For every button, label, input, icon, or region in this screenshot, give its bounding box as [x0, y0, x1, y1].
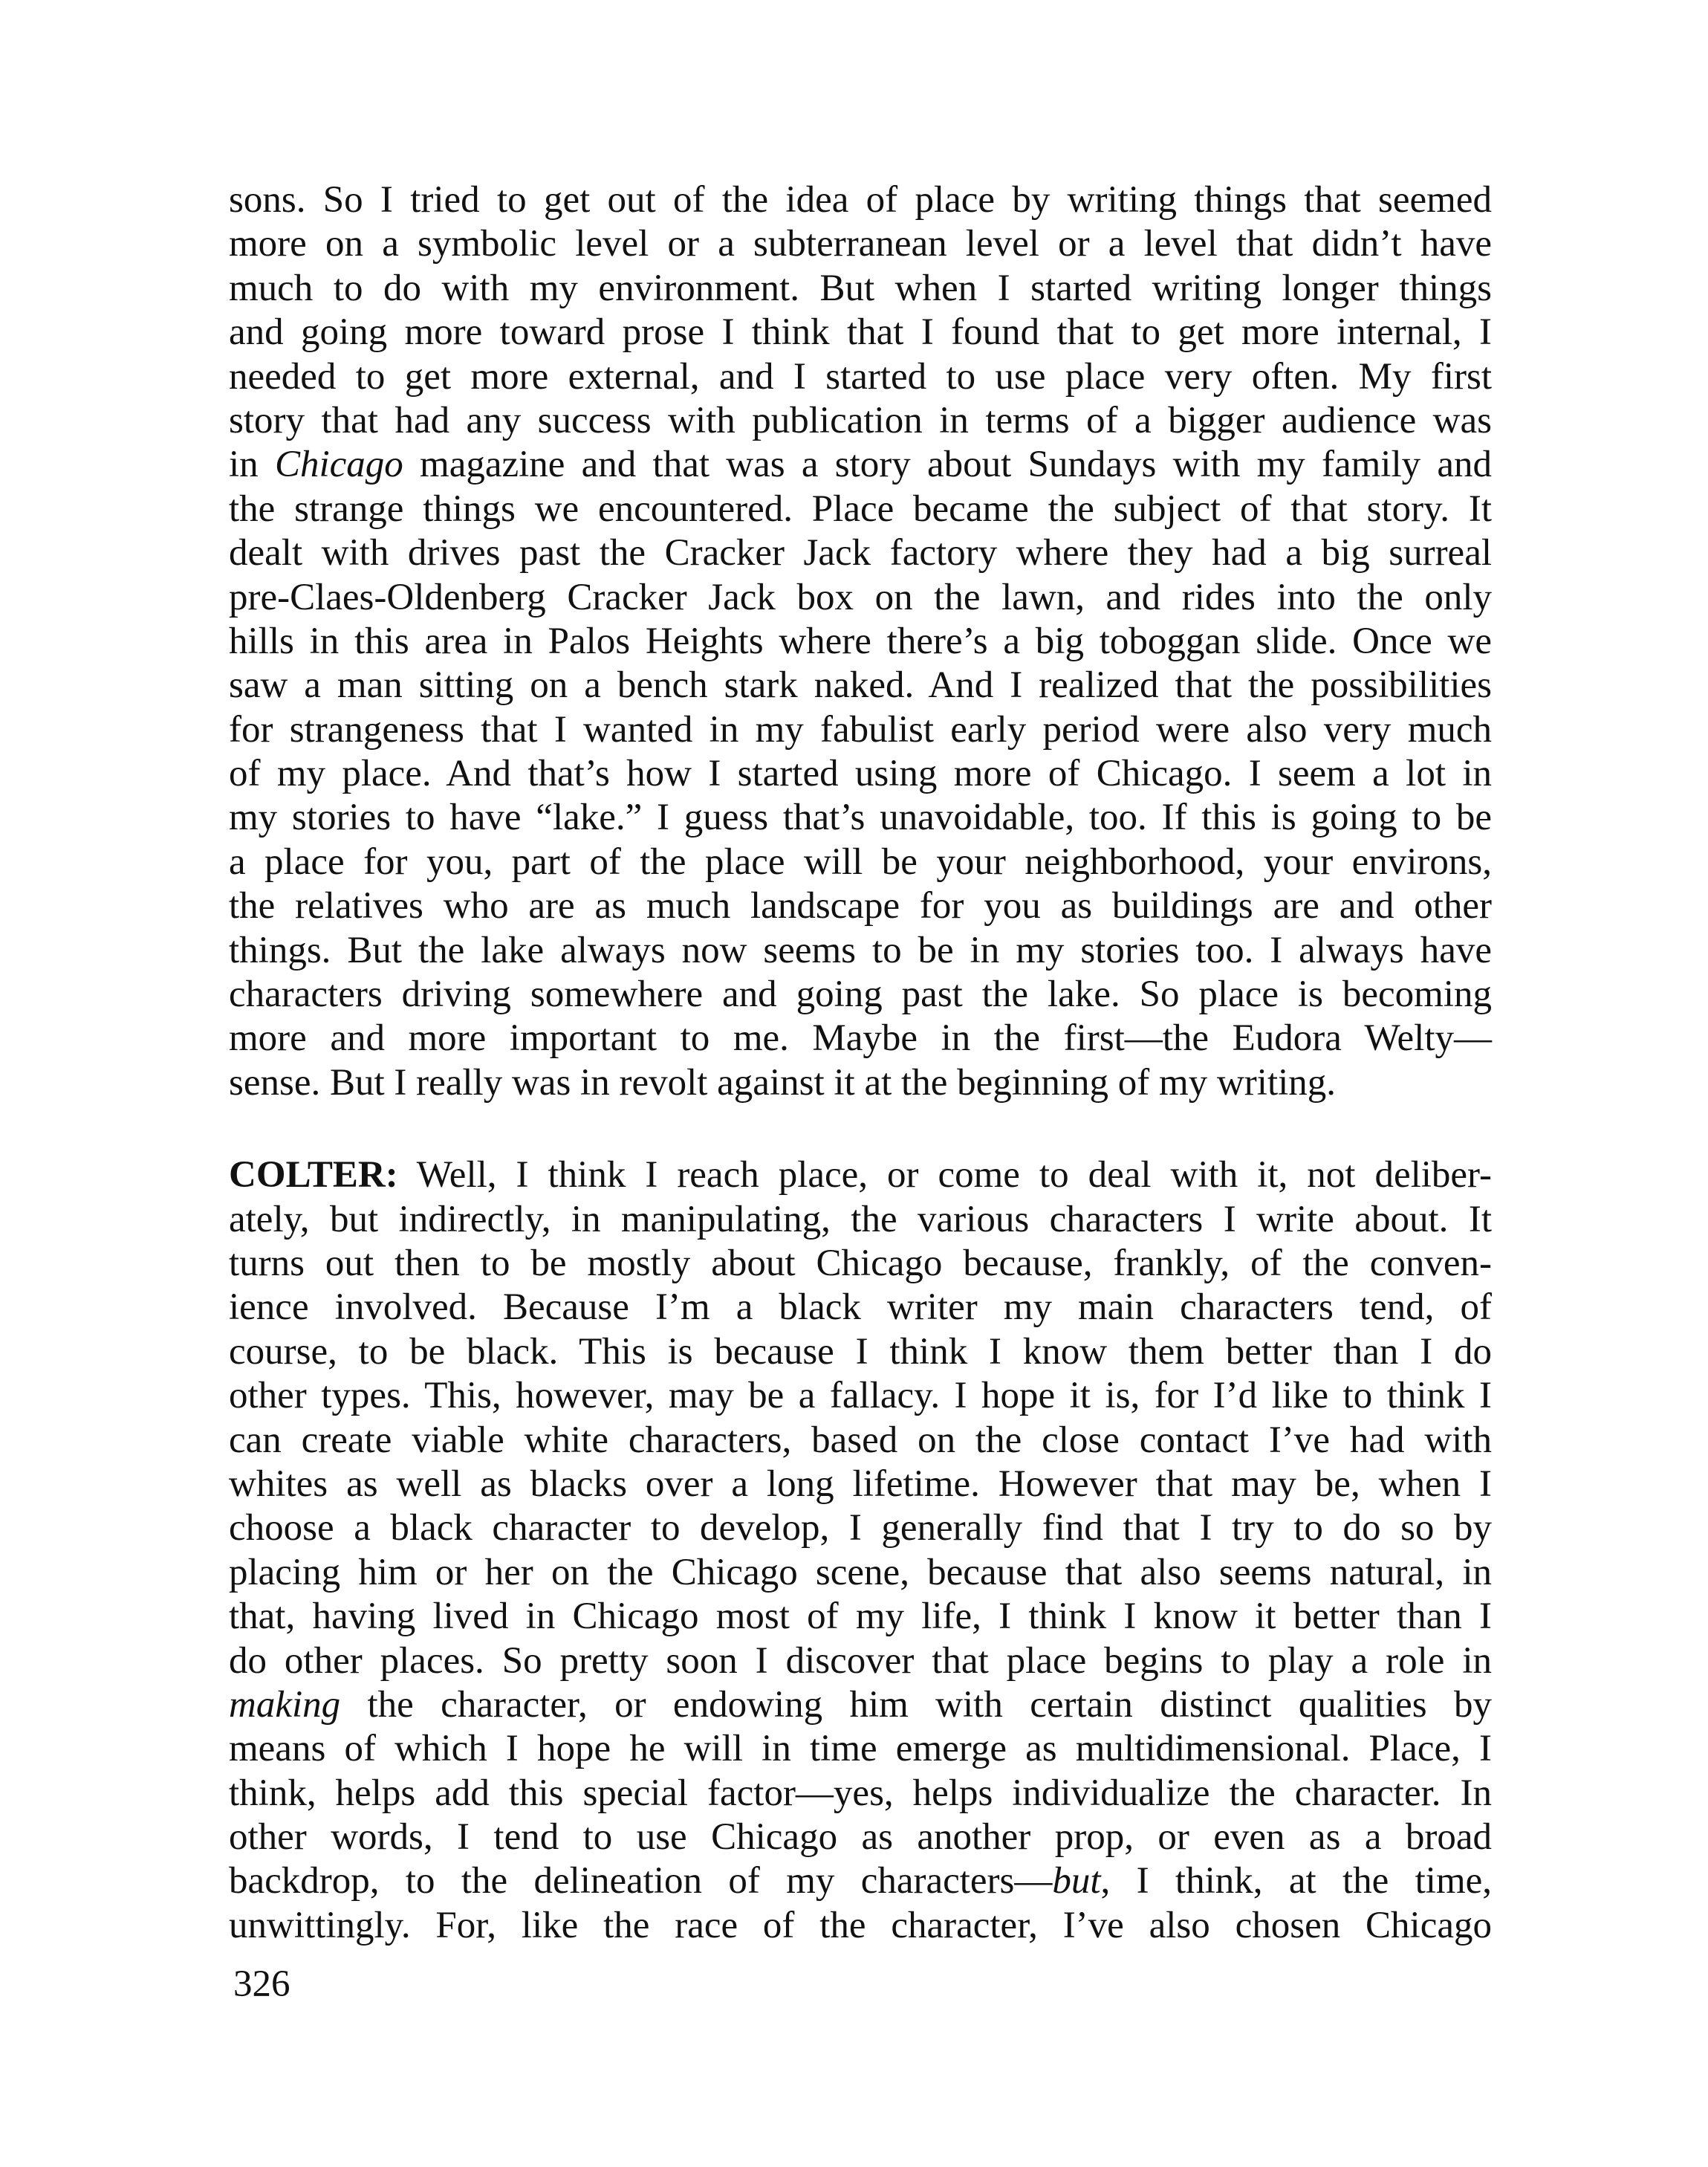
page-text [229, 178, 1492, 1948]
text-line: can create viable white characters, based on the close contact I’ve had with [229, 1419, 1492, 1461]
italic-word-making: making [229, 1683, 341, 1726]
text-line: choose a black character to develop, I generally find that I try to do so by [229, 1507, 1492, 1549]
text-line: placing him or her on the Chicago scene, because that also seems natural, in [229, 1551, 1492, 1593]
text-run: backdrop, to the delineation of my characters— [229, 1860, 1053, 1902]
text-run: in [229, 444, 275, 486]
text-line: do other places. So pretty soon I discover that place begins to play a role in [229, 1639, 1492, 1682]
speaker-name: COLTER: [229, 1154, 398, 1196]
text-run: , I think, at the time, [1100, 1860, 1492, 1902]
paragraph-2 [229, 1153, 1492, 1948]
text-line: sons. So I tried to get out of the idea of place by writing things that seemed [229, 179, 1492, 221]
text-run: Well, I think I reach place, or come to deal with it, not deliber- [397, 1154, 1492, 1196]
text-line: sense. But I really was in revolt against it at the beginning of my writing. [229, 1061, 1337, 1104]
text-line: the strange things we encountered. Place became the subject of that story. It [229, 488, 1492, 530]
text-line: of my place. And that’s how I started using more of Chicago. I seem a lot in [229, 753, 1492, 795]
text-line: think, helps add this special factor—yes, helps individualize the character. In [229, 1772, 1492, 1814]
text-line: course, to be black. This is because I think I know them better than I do [229, 1330, 1492, 1373]
text-line: my stories to have “lake.” I guess that’s unavoidable, too. If this is going to be [229, 797, 1492, 839]
text-line: dealt with drives past the Cracker Jack factory where they had a big surreal [229, 532, 1492, 574]
text-line: means of which I hope he will in time emerge as multidimensional. Place, I [229, 1728, 1492, 1770]
text-line: for strangeness that I wanted in my fabulist early period were also very much [229, 708, 1492, 751]
page-number: 326 [233, 1963, 290, 2005]
text-line: characters driving somewhere and going past the lake. So place is becoming [229, 974, 1492, 1016]
text-line: whites as well as blacks over a long lifetime. However that may be, when I [229, 1463, 1492, 1505]
text-line: unwittingly. For, like the race of the character, I’ve also chosen Chicago [229, 1904, 1492, 1946]
text-line: things. But the lake always now seems to be in my stories too. I always have [229, 929, 1492, 971]
text-line: much to do with my environment. But when I started writing longer things [229, 267, 1492, 309]
text-line: turns out then to be mostly about Chicago because, frankly, of the conven- [229, 1242, 1492, 1284]
text-line [229, 1153, 1492, 1197]
text-line [229, 1859, 1492, 1903]
text-line: more on a symbolic level or a subterranean level or a level that didn’t have [229, 223, 1492, 265]
paragraph-1 [229, 178, 1492, 1105]
text-line [229, 443, 1492, 487]
text-line: the relatives who are as much landscape for you as buildings are and other [229, 885, 1492, 927]
text-line: story that had any success with publication in terms of a bigger audience was [229, 399, 1492, 441]
text-line: pre-Claes-Oldenberg Cracker Jack box on the lawn, and rides into the only [229, 576, 1492, 618]
text-line: other words, I tend to use Chicago as another prop, or even as a broad [229, 1816, 1492, 1859]
italic-title-chicago: Chicago [274, 444, 403, 486]
text-line: more and more important to me. Maybe in the first—the Eudora Welty— [229, 1017, 1492, 1060]
text-line [229, 1683, 1492, 1727]
text-run: magazine and that was a story about Sundays with my family and [403, 444, 1493, 486]
text-line: a place for you, part of the place will be your neighborhood, your environs, [229, 840, 1492, 883]
text-line: hills in this area in Palos Heights where there’s a big toboggan slide. Once we [229, 620, 1492, 662]
italic-word-but: but [1052, 1860, 1101, 1902]
text-line: needed to get more external, and I started to use place very often. My first [229, 355, 1492, 398]
paragraph-gap [229, 1105, 1492, 1153]
text-line: that, having lived in Chicago most of my life, I think I know it better than I [229, 1596, 1492, 1638]
text-line: and going more toward prose I think that I found that to get more internal, I [229, 311, 1492, 354]
text-line: ately, but indirectly, in manipulating, the various characters I write about. It [229, 1198, 1492, 1240]
text-line: other types. This, however, may be a fallacy. I hope it is, for I’d like to think I [229, 1375, 1492, 1417]
text-line: saw a man sitting on a bench stark naked. And I realized that the possibilities [229, 664, 1492, 707]
text-line: ience involved. Because I’m a black writer my main characters tend, of [229, 1286, 1492, 1329]
text-run: the character, or endowing him with certain distinct qualities by [340, 1683, 1492, 1726]
